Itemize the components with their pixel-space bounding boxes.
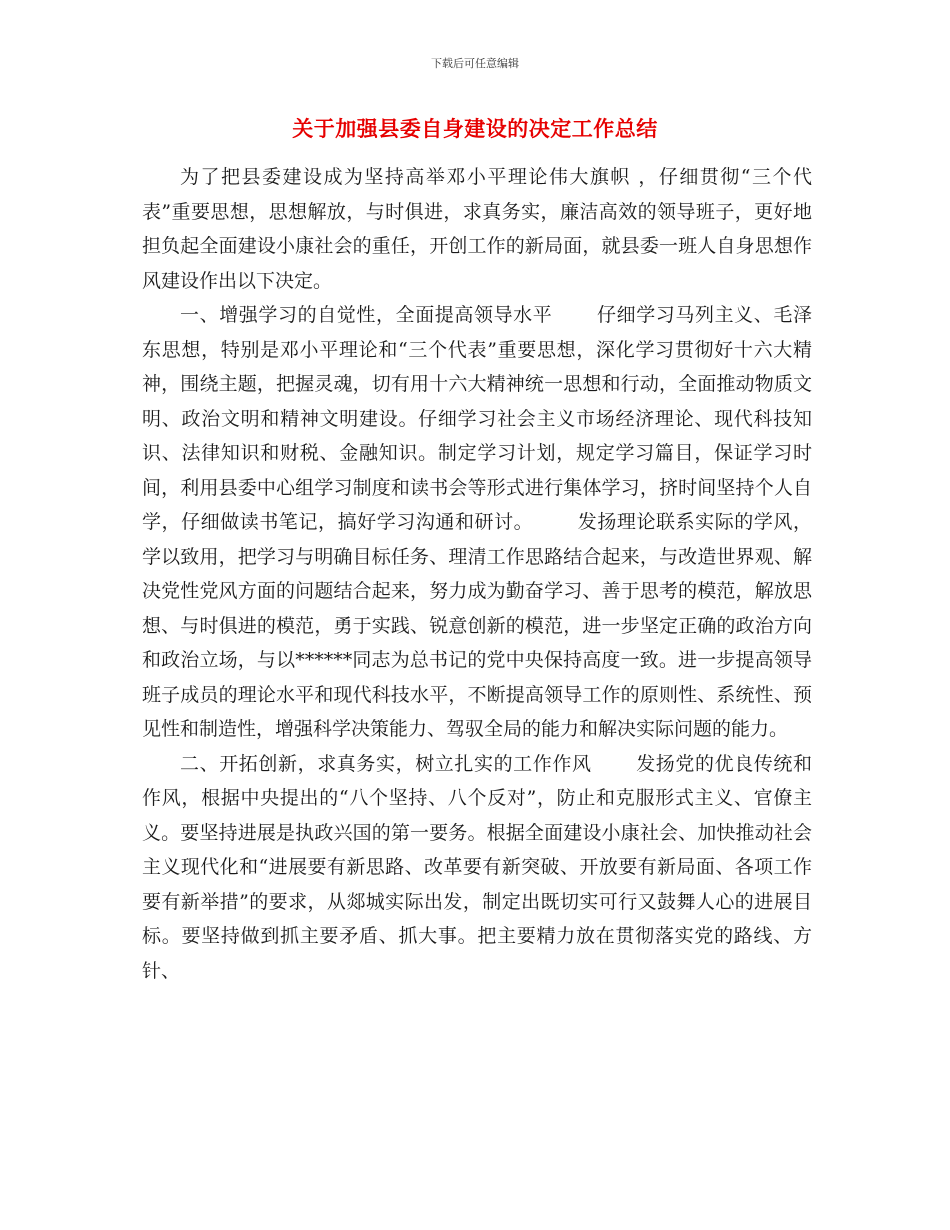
document-body [142, 160, 812, 988]
section-2-text-a: 发扬党的优良传统和作风，根据中央提出的“八个坚持、八个反对”，防止和克服形式主义、官僚主义。要坚持进展是执政兴国的第一要务。根据全面建设小康社会、加快推动社会主义现代化和“进展要有新思路、改革要有新突破、开放要有新局面、各项工作要有新举措”的要求，从郯城实际出发，制定出既切实可行又鼓舞人心的进展目标。要坚持做到抓主要矛盾、抓大事。把主要精力放在贯彻落实党的路线、方针、 [142, 752, 812, 982]
section-1-paragraph [142, 298, 812, 747]
section-1-heading: 一、增强学习的自觉性，全面提高领导水平 [180, 304, 553, 326]
intro-paragraph: 为了把县委建设成为坚持高举邓小平理论伟大旗帜 ，仔细贯彻“三个代表”重要思想，思想解放，与时俱进，求真务实，廉洁高效的领导班子，更好地担负起全面建设小康社会的重任，开创工作的新局面，就县委一班人自身思想作风建设作出以下决定。 [142, 166, 812, 292]
section-2-paragraph [142, 747, 812, 989]
section-2-heading: 二、开拓创新，求真务实，树立扎实的工作作风 [180, 752, 592, 775]
page-header-note: 下载后可任意编辑 [431, 57, 519, 70]
section-1-text-b: 发扬理论联系实际的学风，学以致用，把学习与明确目标任务、理清工作思路结合起来，与改造世界观、解决党性党风方面的问题结合起来，努力成为勤奋学习、善于思考的模范，解放思想、与时俱进的模范，勇于实践、锐意创新的模范，进一步坚定正确的政治方向和政治立场，与以******同志为总书记的党中央保持高度一致。进一步提高领导班子成员的理论水平和现代科技水平，不断提高领导工作的原则性、系统性、预见性和制造性，增强科学决策能力、驾驭全局的能力和解决实际问题的能力。 [142, 511, 812, 740]
document-title: 关于加强县委自身建设的决定工作总结 [292, 117, 658, 141]
section-1-text-a: 仔细学习马列主义、毛泽东思想，特别是邓小平理论和“三个代表”重要思想，深化学习贯彻好十六大精神，围绕主题，把握灵魂，切有用十六大精神统一思想和行动，全面推动物质文明、政治文明和精神文明建设。仔细学习社会主义市场经济理论、现代科技知识、法律知识和财税、金融知识。制定学习计划，规定学习篇目，保证学习时间，利用县委中心组学习制度和读书会等形式进行集体学习，挤时间坚持个人自学，仔细做读书笔记，搞好学习沟通和研讨。 [142, 304, 812, 533]
